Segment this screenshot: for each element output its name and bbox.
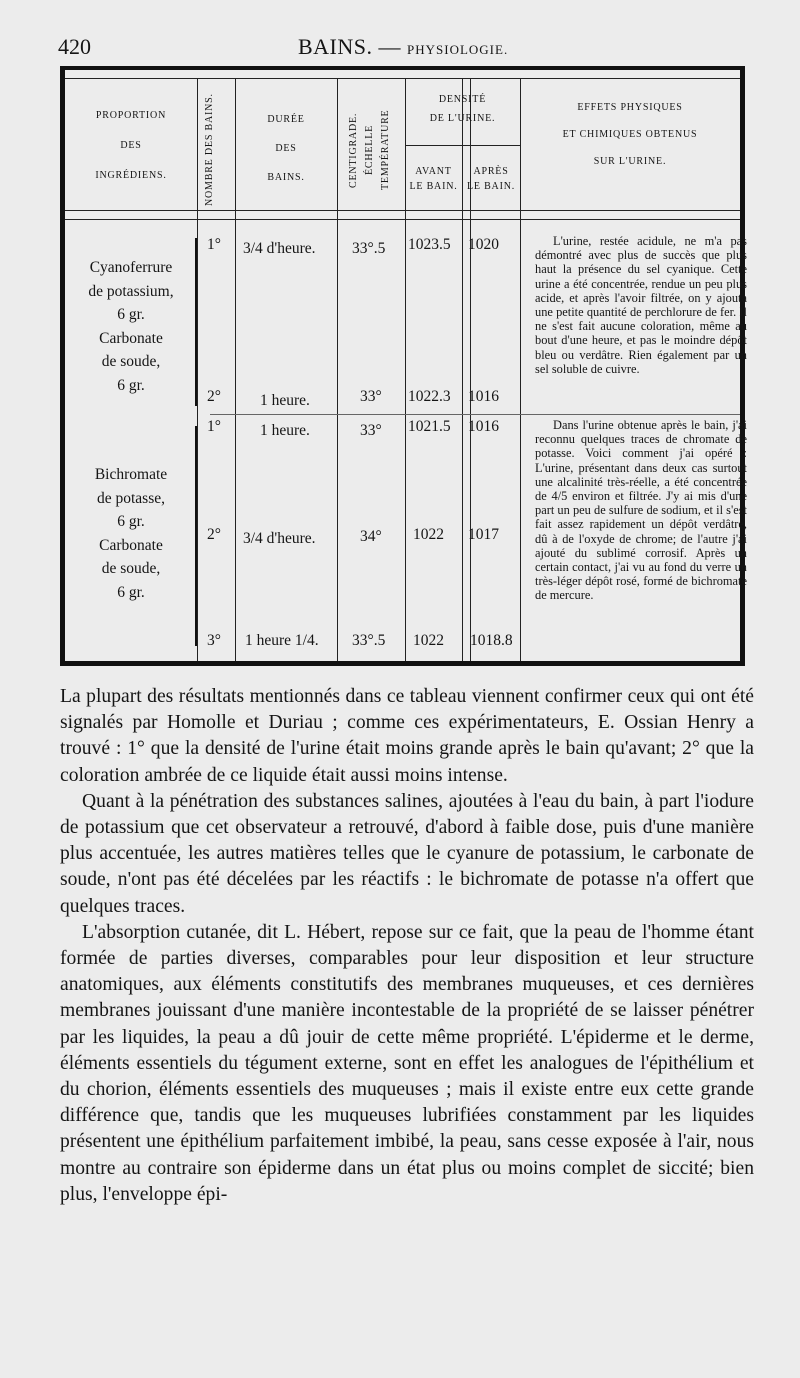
header-avant-2: LE BAIN. (409, 181, 458, 192)
header-temperature (341, 90, 401, 210)
row-duree: 1 heure. (260, 422, 310, 439)
header-duree-2: DES (275, 143, 297, 154)
header-proportion-3: INGRÉDIENS. (95, 170, 167, 181)
row-num: 1° (207, 418, 221, 435)
header-effets (520, 100, 740, 169)
header-avant-1: AVANT (415, 166, 452, 177)
header-avant (405, 164, 462, 194)
row-apres: 1016 (468, 388, 499, 405)
body-text (60, 684, 754, 1208)
ingredient-line: de soude, (101, 560, 161, 578)
densite-rule (405, 145, 520, 146)
ingredient-line: Carbonate (99, 536, 163, 554)
ingredients-group-1 (65, 256, 197, 398)
header-nombre: NOMBRE DES BAINS. (204, 93, 215, 207)
col-rule (337, 78, 338, 661)
effect-group-2 (535, 418, 747, 603)
running-title-sep: — (378, 34, 402, 59)
ingredient-line: 6 gr. (117, 583, 145, 601)
header-duree (235, 112, 337, 185)
group-separator (210, 414, 740, 415)
row-duree: 3/4 d'heure. (243, 530, 316, 547)
ingredient-line: Bichromate (94, 466, 168, 483)
row-num: 3° (207, 632, 221, 649)
header-duree-3: BAINS. (267, 172, 305, 183)
header-effets-1: EFFETS PHYSIQUES (577, 102, 683, 113)
effect-group-1 (535, 234, 747, 376)
header-temp-2: ÉCHELLE (364, 124, 375, 176)
header-duree-1: DURÉE (267, 114, 305, 125)
row-apres: 1016 (468, 418, 499, 435)
row-apres: 1018.8 (470, 632, 513, 649)
row-duree: 3/4 d'heure. (243, 240, 316, 257)
running-title-main: BAINS. (298, 34, 373, 59)
header-proportion (65, 108, 197, 183)
ingredient-line: Cyanoferrure (89, 259, 173, 276)
row-temp: 34° (360, 528, 382, 545)
row-avant: 1021.5 (408, 418, 451, 435)
row-temp: 33°.5 (352, 632, 386, 649)
header-apres-1: APRÈS (473, 166, 509, 177)
row-duree: 1 heure. (260, 392, 310, 409)
row-avant: 1022 (413, 632, 444, 649)
brace-group-2 (195, 426, 201, 646)
header-apres (462, 164, 520, 194)
header-densite-1: DENSITÉ (438, 94, 487, 105)
page-number: 420 (58, 34, 91, 59)
ingredient-line: de soude, (101, 353, 161, 371)
header-proportion-1: PROPORTION (95, 110, 167, 121)
ingredient-line: 6 gr. (117, 376, 145, 394)
row-apres: 1017 (468, 526, 499, 543)
ingredient-line: de potassium, (88, 282, 174, 300)
row-temp: 33°.5 (352, 240, 386, 257)
ingredient-line: Carbonate (99, 329, 163, 347)
brace-group-1 (195, 238, 201, 406)
row-temp: 33° (360, 388, 382, 405)
row-num: 2° (207, 388, 221, 405)
running-header (0, 34, 800, 64)
ingredient-line: 6 gr. (117, 306, 145, 324)
header-proportion-2: DES (120, 140, 142, 151)
data-table (60, 66, 745, 666)
header-effets-2: ET CHIMIQUES OBTENUS (562, 129, 698, 140)
running-title (298, 34, 508, 60)
row-avant: 1023.5 (408, 236, 451, 253)
paragraph: La plupart des résultats mentionnés dans ce tableau viennent confirmer ceux qui ont été signalés par Homolle et Duriau ; comme ces expérimentateurs, E. Ossian Henry a trouvé : 1° que la densité de l'urine était moins grande après le bain qu'avant; 2° que la coloration ambrée de ce liquide était aussi moins intense. (60, 686, 754, 786)
header-bottom-rule-2 (65, 219, 740, 220)
running-title-sub: PHYSIOLOGIE. (407, 42, 509, 57)
row-apres: 1020 (468, 236, 499, 253)
paragraph: Quant à la pénétration des substances salines, ajoutées à l'eau du bain, à part l'iodure de potassium que cet observateur a retrouvé, d'abord à faible dose, puis d'une manière plus accentuée, les autres matières telles que le cyanure de potassium, le carbonate de soude, n'ont pas été décelées par les réactifs : le bichromate de potasse n'a offert que quelques traces. (60, 790, 754, 917)
header-top-rule (65, 78, 740, 79)
effect-text: L'urine, restée acidule, ne m'a pas démontré avec plus de succès que plus haut la présence du sel cyanique. Cette urine a été concentrée, rendue un peu plus acide, et après l'avoir filtrée, on y ajouta une petite quantité de perchlorure de fer. Il ne s'est fait aucune coloration, même au bout d'une heure, et pas le moindre dépôt bleu ou verdâtre. Rien également par un sel soluble de cuivre. (535, 234, 747, 376)
ingredients-group-2 (65, 463, 197, 605)
effect-text: Dans l'urine obtenue après le bain, j'ai reconnu quelques traces de chromate de potasse. Voici comment j'ai opéré : L'urine, présentant dans deux cas surtout une alcalinité très-réelle, a été concentrée de 4/5 environ et filtrée. J'y ai mis d'une part un peu de sulfure de sodium, et il s'est fait assez rapidement un dépôt verdâtre, dû à de l'oxyde de chrome; de l'autre j'ai ajouté du sublimé corrosif. Après un certain contact, j'ai vu au fond du verre un très-léger dépôt rosé, formé de bichromate de mercure. (535, 418, 747, 603)
ingredient-line: de potasse, (96, 489, 165, 507)
header-apres-2: LE BAIN. (466, 181, 516, 192)
row-avant: 1022 (413, 526, 444, 543)
header-temp-1: TEMPÉRATURE (380, 109, 391, 191)
row-num: 2° (207, 526, 221, 543)
row-avant: 1022.3 (408, 388, 451, 405)
row-num: 1° (207, 236, 221, 253)
header-effets-3: SUR L'URINE. (593, 156, 667, 167)
paragraph: L'absorption cutanée, dit L. Hébert, repose sur ce fait, que la peau de l'homme étant formée de parties diverses, comparables pour leur disposition et leur structure anatomiques, aux éléments constitutifs des membranes muqueuses, et ces dernières membranes jouissant d'une manière incontestable de la propriété de se laisser pénétrer par les liquides, la peau a dû jouir de cette même propriété. L'épiderme et le derme, éléments essentiels du tégument externe, sont en effet les analogues de l'épithélium et du chorion, éléments essentiels des muqueuses ; mais il existe entre eux cette grande différence que, tandis que les muqueuses lubrifiées constamment par les liquides présentent une épithélium parfaitement imbibé, la peau, sans cesse exposée à l'air, nous montre au contraire son épiderme dans un état plus ou moins complet de siccité; bien plus, l'enveloppe épi- (60, 921, 754, 1205)
row-duree: 1 heure 1/4. (245, 632, 319, 649)
header-temp-3: CENTIGRADE. (348, 112, 359, 188)
header-densite (405, 92, 520, 126)
header-bottom-rule (65, 210, 740, 211)
ingredient-line: 6 gr. (117, 513, 145, 531)
row-temp: 33° (360, 422, 382, 439)
header-densite-2: DE L'URINE. (429, 113, 496, 124)
